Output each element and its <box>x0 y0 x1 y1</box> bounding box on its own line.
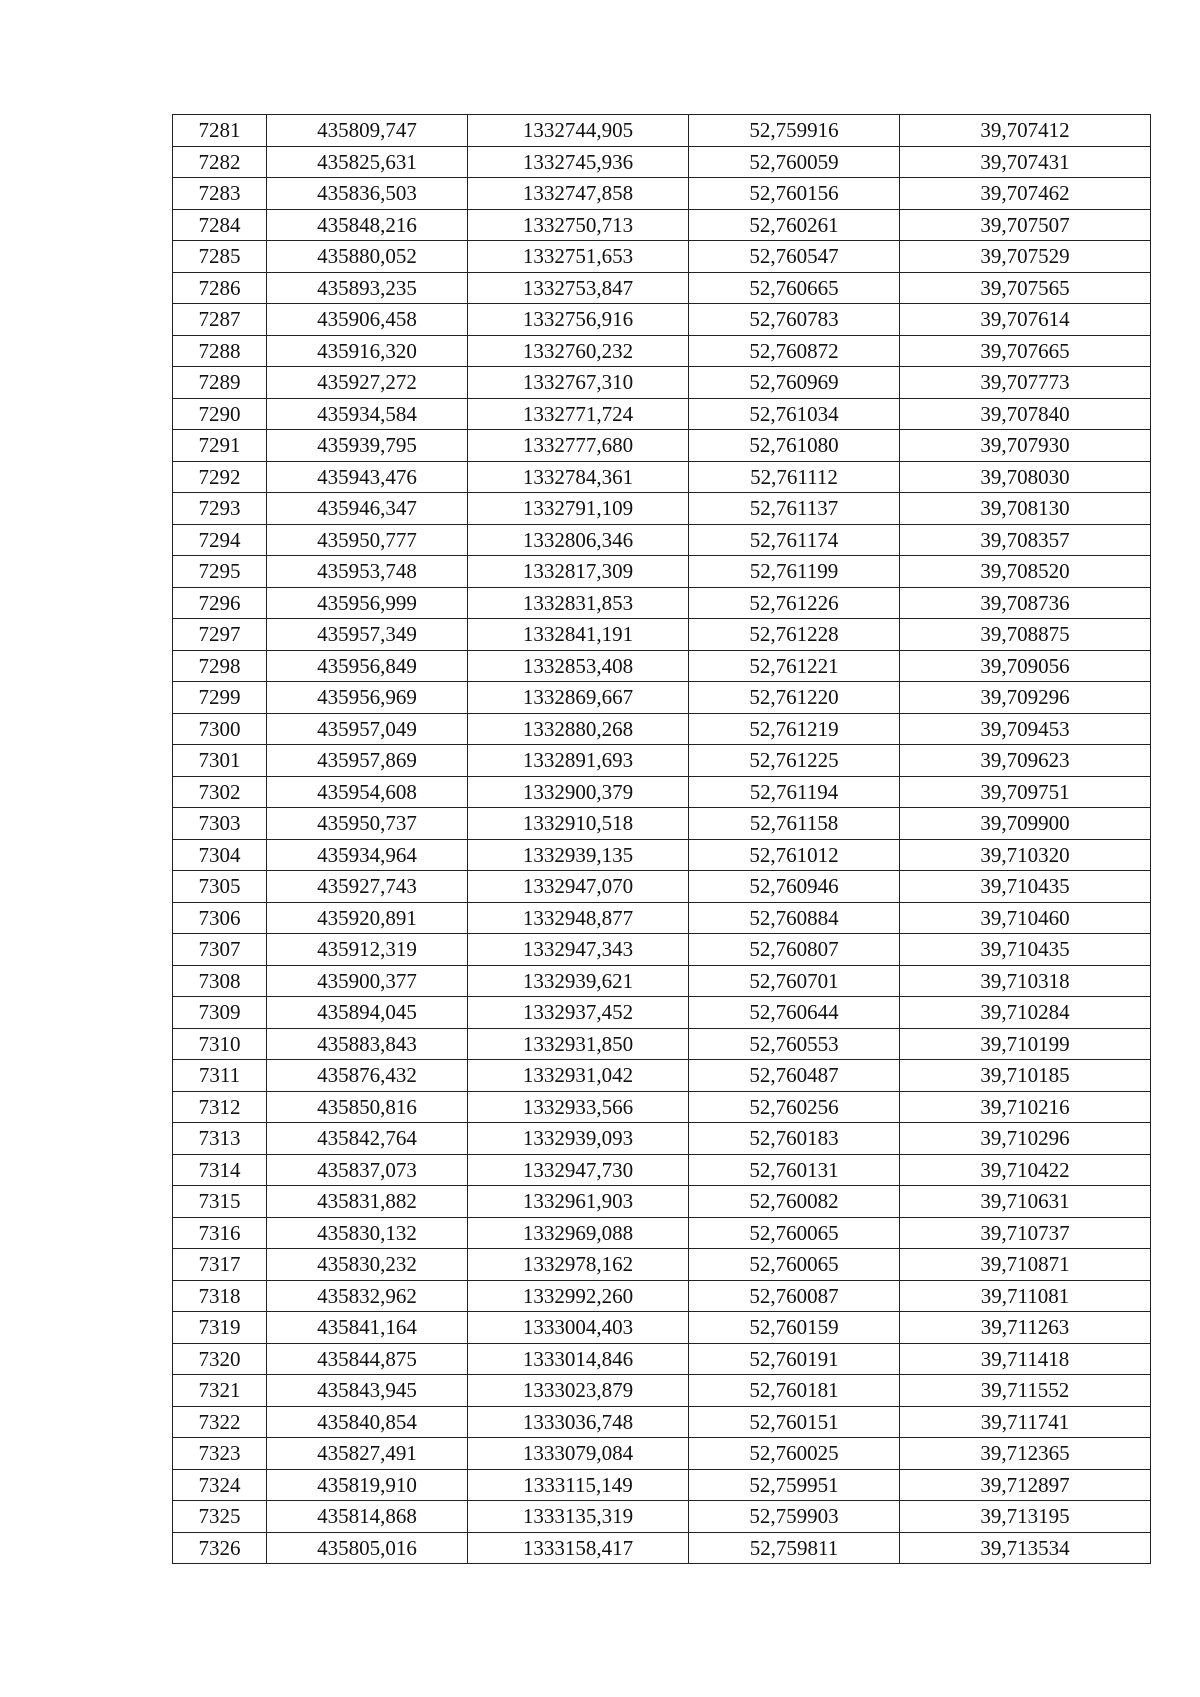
point-number-cell: 7323 <box>173 1438 267 1470</box>
longitude-cell: 39,710435 <box>900 871 1151 903</box>
y-coordinate-cell: 1332969,088 <box>468 1217 689 1249</box>
y-coordinate-cell: 1332891,693 <box>468 745 689 777</box>
longitude-cell: 39,707565 <box>900 272 1151 304</box>
latitude-cell: 52,760191 <box>689 1343 900 1375</box>
x-coordinate-cell: 435893,235 <box>267 272 468 304</box>
latitude-cell: 52,760969 <box>689 367 900 399</box>
latitude-cell: 52,761194 <box>689 776 900 808</box>
point-number-cell: 7289 <box>173 367 267 399</box>
point-number-cell: 7284 <box>173 209 267 241</box>
y-coordinate-cell: 1332817,309 <box>468 556 689 588</box>
longitude-cell: 39,712897 <box>900 1469 1151 1501</box>
point-number-cell: 7305 <box>173 871 267 903</box>
y-coordinate-cell: 1333158,417 <box>468 1532 689 1564</box>
latitude-cell: 52,760025 <box>689 1438 900 1470</box>
latitude-cell: 52,760181 <box>689 1375 900 1407</box>
y-coordinate-cell: 1332931,850 <box>468 1028 689 1060</box>
y-coordinate-cell: 1332992,260 <box>468 1280 689 1312</box>
x-coordinate-cell: 435827,491 <box>267 1438 468 1470</box>
y-coordinate-cell: 1332791,109 <box>468 493 689 525</box>
y-coordinate-cell: 1332939,093 <box>468 1123 689 1155</box>
table-row <box>173 1375 1151 1407</box>
point-number-cell: 7297 <box>173 619 267 651</box>
latitude-cell: 52,759811 <box>689 1532 900 1564</box>
y-coordinate-cell: 1333115,149 <box>468 1469 689 1501</box>
x-coordinate-cell: 435934,584 <box>267 398 468 430</box>
point-number-cell: 7326 <box>173 1532 267 1564</box>
longitude-cell: 39,707431 <box>900 146 1151 178</box>
longitude-cell: 39,708736 <box>900 587 1151 619</box>
x-coordinate-cell: 435954,608 <box>267 776 468 808</box>
x-coordinate-cell: 435840,854 <box>267 1406 468 1438</box>
coordinates-table <box>172 114 1151 1564</box>
point-number-cell: 7299 <box>173 682 267 714</box>
y-coordinate-cell: 1332947,070 <box>468 871 689 903</box>
x-coordinate-cell: 435837,073 <box>267 1154 468 1186</box>
x-coordinate-cell: 435939,795 <box>267 430 468 462</box>
x-coordinate-cell: 435876,432 <box>267 1060 468 1092</box>
x-coordinate-cell: 435927,272 <box>267 367 468 399</box>
latitude-cell: 52,760151 <box>689 1406 900 1438</box>
x-coordinate-cell: 435842,764 <box>267 1123 468 1155</box>
point-number-cell: 7319 <box>173 1312 267 1344</box>
table-row <box>173 493 1151 525</box>
point-number-cell: 7291 <box>173 430 267 462</box>
table-row <box>173 1217 1151 1249</box>
point-number-cell: 7307 <box>173 934 267 966</box>
x-coordinate-cell: 435906,458 <box>267 304 468 336</box>
longitude-cell: 39,709751 <box>900 776 1151 808</box>
document-page <box>172 114 1150 1564</box>
longitude-cell: 39,710284 <box>900 997 1151 1029</box>
table-row <box>173 1343 1151 1375</box>
latitude-cell: 52,761158 <box>689 808 900 840</box>
latitude-cell: 52,761225 <box>689 745 900 777</box>
point-number-cell: 7283 <box>173 178 267 210</box>
point-number-cell: 7294 <box>173 524 267 556</box>
table-row <box>173 1154 1151 1186</box>
y-coordinate-cell: 1333014,846 <box>468 1343 689 1375</box>
latitude-cell: 52,760946 <box>689 871 900 903</box>
point-number-cell: 7309 <box>173 997 267 1029</box>
point-number-cell: 7312 <box>173 1091 267 1123</box>
table-row <box>173 1501 1151 1533</box>
latitude-cell: 52,760065 <box>689 1249 900 1281</box>
longitude-cell: 39,710871 <box>900 1249 1151 1281</box>
latitude-cell: 52,761221 <box>689 650 900 682</box>
point-number-cell: 7301 <box>173 745 267 777</box>
table-row <box>173 776 1151 808</box>
longitude-cell: 39,711418 <box>900 1343 1151 1375</box>
latitude-cell: 52,760783 <box>689 304 900 336</box>
point-number-cell: 7321 <box>173 1375 267 1407</box>
table-row <box>173 1532 1151 1564</box>
y-coordinate-cell: 1333079,084 <box>468 1438 689 1470</box>
y-coordinate-cell: 1332744,905 <box>468 115 689 147</box>
longitude-cell: 39,710199 <box>900 1028 1151 1060</box>
longitude-cell: 39,707462 <box>900 178 1151 210</box>
y-coordinate-cell: 1332961,903 <box>468 1186 689 1218</box>
point-number-cell: 7325 <box>173 1501 267 1533</box>
point-number-cell: 7286 <box>173 272 267 304</box>
longitude-cell: 39,710422 <box>900 1154 1151 1186</box>
longitude-cell: 39,713195 <box>900 1501 1151 1533</box>
point-number-cell: 7317 <box>173 1249 267 1281</box>
point-number-cell: 7324 <box>173 1469 267 1501</box>
latitude-cell: 52,760261 <box>689 209 900 241</box>
x-coordinate-cell: 435836,503 <box>267 178 468 210</box>
latitude-cell: 52,760156 <box>689 178 900 210</box>
point-number-cell: 7281 <box>173 115 267 147</box>
latitude-cell: 52,760131 <box>689 1154 900 1186</box>
table-row <box>173 808 1151 840</box>
table-row <box>173 272 1151 304</box>
latitude-cell: 52,760065 <box>689 1217 900 1249</box>
x-coordinate-cell: 435805,016 <box>267 1532 468 1564</box>
latitude-cell: 52,761012 <box>689 839 900 871</box>
table-row <box>173 304 1151 336</box>
x-coordinate-cell: 435880,052 <box>267 241 468 273</box>
table-row <box>173 335 1151 367</box>
latitude-cell: 52,761080 <box>689 430 900 462</box>
point-number-cell: 7290 <box>173 398 267 430</box>
point-number-cell: 7308 <box>173 965 267 997</box>
latitude-cell: 52,760872 <box>689 335 900 367</box>
point-number-cell: 7288 <box>173 335 267 367</box>
table-row <box>173 1406 1151 1438</box>
y-coordinate-cell: 1332841,191 <box>468 619 689 651</box>
longitude-cell: 39,709453 <box>900 713 1151 745</box>
table-row <box>173 1438 1151 1470</box>
y-coordinate-cell: 1332853,408 <box>468 650 689 682</box>
table-row <box>173 178 1151 210</box>
table-row <box>173 1280 1151 1312</box>
longitude-cell: 39,710296 <box>900 1123 1151 1155</box>
longitude-cell: 39,707840 <box>900 398 1151 430</box>
longitude-cell: 39,708520 <box>900 556 1151 588</box>
point-number-cell: 7311 <box>173 1060 267 1092</box>
table-row <box>173 965 1151 997</box>
longitude-cell: 39,707412 <box>900 115 1151 147</box>
longitude-cell: 39,710435 <box>900 934 1151 966</box>
x-coordinate-cell: 435956,849 <box>267 650 468 682</box>
x-coordinate-cell: 435814,868 <box>267 1501 468 1533</box>
y-coordinate-cell: 1332978,162 <box>468 1249 689 1281</box>
latitude-cell: 52,761226 <box>689 587 900 619</box>
latitude-cell: 52,760553 <box>689 1028 900 1060</box>
y-coordinate-cell: 1332753,847 <box>468 272 689 304</box>
point-number-cell: 7296 <box>173 587 267 619</box>
longitude-cell: 39,711081 <box>900 1280 1151 1312</box>
table-row <box>173 682 1151 714</box>
y-coordinate-cell: 1332939,621 <box>468 965 689 997</box>
latitude-cell: 52,761034 <box>689 398 900 430</box>
table-row <box>173 1469 1151 1501</box>
y-coordinate-cell: 1332900,379 <box>468 776 689 808</box>
coordinates-table-body <box>173 115 1151 1564</box>
x-coordinate-cell: 435943,476 <box>267 461 468 493</box>
table-row <box>173 1312 1151 1344</box>
longitude-cell: 39,708130 <box>900 493 1151 525</box>
table-row <box>173 1091 1151 1123</box>
x-coordinate-cell: 435957,869 <box>267 745 468 777</box>
table-row <box>173 367 1151 399</box>
y-coordinate-cell: 1332756,916 <box>468 304 689 336</box>
latitude-cell: 52,760159 <box>689 1312 900 1344</box>
y-coordinate-cell: 1332767,310 <box>468 367 689 399</box>
x-coordinate-cell: 435830,232 <box>267 1249 468 1281</box>
table-row <box>173 745 1151 777</box>
table-row <box>173 115 1151 147</box>
latitude-cell: 52,761228 <box>689 619 900 651</box>
y-coordinate-cell: 1332745,936 <box>468 146 689 178</box>
x-coordinate-cell: 435934,964 <box>267 839 468 871</box>
table-row <box>173 934 1151 966</box>
y-coordinate-cell: 1332948,877 <box>468 902 689 934</box>
table-row <box>173 524 1151 556</box>
point-number-cell: 7282 <box>173 146 267 178</box>
latitude-cell: 52,760059 <box>689 146 900 178</box>
y-coordinate-cell: 1332771,724 <box>468 398 689 430</box>
y-coordinate-cell: 1332784,361 <box>468 461 689 493</box>
y-coordinate-cell: 1332806,346 <box>468 524 689 556</box>
x-coordinate-cell: 435844,875 <box>267 1343 468 1375</box>
latitude-cell: 52,760665 <box>689 272 900 304</box>
point-number-cell: 7322 <box>173 1406 267 1438</box>
y-coordinate-cell: 1332939,135 <box>468 839 689 871</box>
y-coordinate-cell: 1332747,858 <box>468 178 689 210</box>
latitude-cell: 52,761220 <box>689 682 900 714</box>
longitude-cell: 39,710737 <box>900 1217 1151 1249</box>
longitude-cell: 39,710631 <box>900 1186 1151 1218</box>
y-coordinate-cell: 1332831,853 <box>468 587 689 619</box>
x-coordinate-cell: 435900,377 <box>267 965 468 997</box>
table-row <box>173 146 1151 178</box>
x-coordinate-cell: 435809,747 <box>267 115 468 147</box>
point-number-cell: 7293 <box>173 493 267 525</box>
y-coordinate-cell: 1332931,042 <box>468 1060 689 1092</box>
y-coordinate-cell: 1332880,268 <box>468 713 689 745</box>
longitude-cell: 39,709900 <box>900 808 1151 840</box>
latitude-cell: 52,760183 <box>689 1123 900 1155</box>
table-row <box>173 241 1151 273</box>
x-coordinate-cell: 435953,748 <box>267 556 468 588</box>
x-coordinate-cell: 435883,843 <box>267 1028 468 1060</box>
y-coordinate-cell: 1332777,680 <box>468 430 689 462</box>
y-coordinate-cell: 1333004,403 <box>468 1312 689 1344</box>
y-coordinate-cell: 1332947,343 <box>468 934 689 966</box>
point-number-cell: 7320 <box>173 1343 267 1375</box>
x-coordinate-cell: 435841,164 <box>267 1312 468 1344</box>
longitude-cell: 39,708875 <box>900 619 1151 651</box>
latitude-cell: 52,761137 <box>689 493 900 525</box>
y-coordinate-cell: 1332760,232 <box>468 335 689 367</box>
y-coordinate-cell: 1333135,319 <box>468 1501 689 1533</box>
longitude-cell: 39,709623 <box>900 745 1151 777</box>
longitude-cell: 39,710320 <box>900 839 1151 871</box>
y-coordinate-cell: 1333036,748 <box>468 1406 689 1438</box>
y-coordinate-cell: 1333023,879 <box>468 1375 689 1407</box>
longitude-cell: 39,707507 <box>900 209 1151 241</box>
table-row <box>173 1249 1151 1281</box>
table-row <box>173 209 1151 241</box>
table-row <box>173 556 1151 588</box>
latitude-cell: 52,760082 <box>689 1186 900 1218</box>
point-number-cell: 7302 <box>173 776 267 808</box>
longitude-cell: 39,712365 <box>900 1438 1151 1470</box>
table-row <box>173 1028 1151 1060</box>
latitude-cell: 52,760547 <box>689 241 900 273</box>
x-coordinate-cell: 435957,049 <box>267 713 468 745</box>
x-coordinate-cell: 435927,743 <box>267 871 468 903</box>
table-row <box>173 871 1151 903</box>
point-number-cell: 7287 <box>173 304 267 336</box>
y-coordinate-cell: 1332869,667 <box>468 682 689 714</box>
latitude-cell: 52,760884 <box>689 902 900 934</box>
x-coordinate-cell: 435848,216 <box>267 209 468 241</box>
table-row <box>173 1123 1151 1155</box>
longitude-cell: 39,711741 <box>900 1406 1151 1438</box>
point-number-cell: 7310 <box>173 1028 267 1060</box>
longitude-cell: 39,709056 <box>900 650 1151 682</box>
x-coordinate-cell: 435950,777 <box>267 524 468 556</box>
x-coordinate-cell: 435832,962 <box>267 1280 468 1312</box>
latitude-cell: 52,760701 <box>689 965 900 997</box>
longitude-cell: 39,707529 <box>900 241 1151 273</box>
table-row <box>173 1060 1151 1092</box>
table-row <box>173 398 1151 430</box>
x-coordinate-cell: 435956,969 <box>267 682 468 714</box>
x-coordinate-cell: 435912,319 <box>267 934 468 966</box>
point-number-cell: 7306 <box>173 902 267 934</box>
longitude-cell: 39,710185 <box>900 1060 1151 1092</box>
latitude-cell: 52,760087 <box>689 1280 900 1312</box>
longitude-cell: 39,707614 <box>900 304 1151 336</box>
point-number-cell: 7316 <box>173 1217 267 1249</box>
longitude-cell: 39,707930 <box>900 430 1151 462</box>
longitude-cell: 39,708357 <box>900 524 1151 556</box>
y-coordinate-cell: 1332910,518 <box>468 808 689 840</box>
x-coordinate-cell: 435819,910 <box>267 1469 468 1501</box>
x-coordinate-cell: 435956,999 <box>267 587 468 619</box>
point-number-cell: 7314 <box>173 1154 267 1186</box>
table-row <box>173 839 1151 871</box>
longitude-cell: 39,713534 <box>900 1532 1151 1564</box>
longitude-cell: 39,709296 <box>900 682 1151 714</box>
x-coordinate-cell: 435957,349 <box>267 619 468 651</box>
x-coordinate-cell: 435830,132 <box>267 1217 468 1249</box>
point-number-cell: 7304 <box>173 839 267 871</box>
y-coordinate-cell: 1332750,713 <box>468 209 689 241</box>
table-row <box>173 713 1151 745</box>
x-coordinate-cell: 435843,945 <box>267 1375 468 1407</box>
x-coordinate-cell: 435916,320 <box>267 335 468 367</box>
x-coordinate-cell: 435920,891 <box>267 902 468 934</box>
latitude-cell: 52,761112 <box>689 461 900 493</box>
y-coordinate-cell: 1332751,653 <box>468 241 689 273</box>
point-number-cell: 7303 <box>173 808 267 840</box>
point-number-cell: 7313 <box>173 1123 267 1155</box>
y-coordinate-cell: 1332933,566 <box>468 1091 689 1123</box>
x-coordinate-cell: 435825,631 <box>267 146 468 178</box>
latitude-cell: 52,759916 <box>689 115 900 147</box>
point-number-cell: 7292 <box>173 461 267 493</box>
y-coordinate-cell: 1332947,730 <box>468 1154 689 1186</box>
point-number-cell: 7318 <box>173 1280 267 1312</box>
table-row <box>173 619 1151 651</box>
longitude-cell: 39,707773 <box>900 367 1151 399</box>
latitude-cell: 52,759903 <box>689 1501 900 1533</box>
latitude-cell: 52,761174 <box>689 524 900 556</box>
x-coordinate-cell: 435946,347 <box>267 493 468 525</box>
table-row <box>173 902 1151 934</box>
table-row <box>173 1186 1151 1218</box>
table-row <box>173 430 1151 462</box>
latitude-cell: 52,761199 <box>689 556 900 588</box>
longitude-cell: 39,711263 <box>900 1312 1151 1344</box>
table-row <box>173 461 1151 493</box>
point-number-cell: 7298 <box>173 650 267 682</box>
latitude-cell: 52,760256 <box>689 1091 900 1123</box>
longitude-cell: 39,707665 <box>900 335 1151 367</box>
x-coordinate-cell: 435831,882 <box>267 1186 468 1218</box>
latitude-cell: 52,759951 <box>689 1469 900 1501</box>
latitude-cell: 52,760807 <box>689 934 900 966</box>
latitude-cell: 52,760644 <box>689 997 900 1029</box>
y-coordinate-cell: 1332937,452 <box>468 997 689 1029</box>
longitude-cell: 39,710216 <box>900 1091 1151 1123</box>
table-row <box>173 587 1151 619</box>
point-number-cell: 7295 <box>173 556 267 588</box>
longitude-cell: 39,710318 <box>900 965 1151 997</box>
point-number-cell: 7315 <box>173 1186 267 1218</box>
table-row <box>173 997 1151 1029</box>
latitude-cell: 52,760487 <box>689 1060 900 1092</box>
point-number-cell: 7285 <box>173 241 267 273</box>
point-number-cell: 7300 <box>173 713 267 745</box>
latitude-cell: 52,761219 <box>689 713 900 745</box>
longitude-cell: 39,711552 <box>900 1375 1151 1407</box>
x-coordinate-cell: 435850,816 <box>267 1091 468 1123</box>
x-coordinate-cell: 435950,737 <box>267 808 468 840</box>
table-row <box>173 650 1151 682</box>
x-coordinate-cell: 435894,045 <box>267 997 468 1029</box>
longitude-cell: 39,708030 <box>900 461 1151 493</box>
longitude-cell: 39,710460 <box>900 902 1151 934</box>
